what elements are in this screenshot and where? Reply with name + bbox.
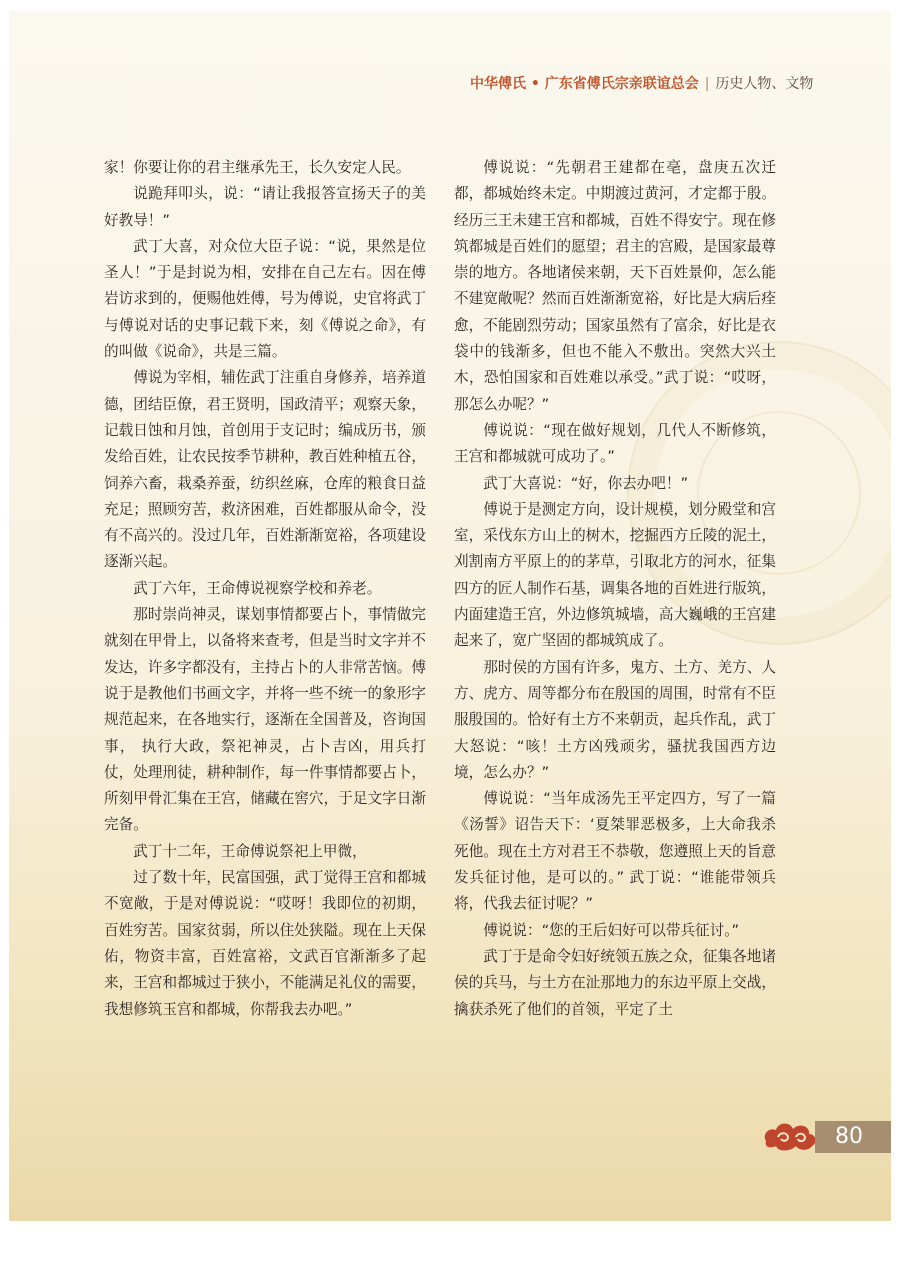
- paragraph: 傅说说：“先朝君王建都在亳，盘庚五次迁都，都城始终未定。中期渡过黄河，才定都于殷。经历三王未建王宫和都城，百姓不得安宁。现在修筑都城是百姓们的愿望；君主的宫殿，是国家最尊崇的地方。各地诸侯来朝，天下百姓景仰，怎么能不建宽敞呢？然而百姓渐渐宽裕，好比是大病后痊愈，不能剧烈劳动；国家虽然有了富余，好比是衣袋中的钱渐多，但也不能入不敷出。突然大兴土木，恐怕国家和百姓难以承受。”武丁说：“哎呀，那怎么办呢？”: [454, 159, 776, 413]
- header-organization: 中华傅氏 • 广东省傅氏宗亲联谊总会: [470, 76, 699, 92]
- paragraph: 武丁十二年，王命傅说祭祀上甲微，: [133, 842, 367, 860]
- paragraph: 傅说说：“现在做好规划，几代人不断修筑，王宫和都城就可成功了。”: [454, 421, 776, 466]
- paragraph: 那时崇尚神灵，谋划事情都要占卜，事情做完就刻在甲骨上，以备将来查考，但是当时文字并不发达，许多字都没有，主持占卜的人非常苦恼。傅说于是教他们书画文字，并将一些不统一的象形字规范起来，在各地实行，逐渐在全国普及，咨询国事， 执行大政，祭祀神灵，占卜吉凶，用兵打仗，处理刑徒，耕种制作，每一件事情都要占卜，所刻甲骨汇集在王宫，储藏在窖穴，于足文字日渐完备。: [104, 606, 426, 834]
- paragraph: 过了数十年，民富国强，武丁觉得王宫和都城不宽敞，于是对傅说说：“哎呀！我即位的初期，百姓穷苦。国家贫弱，所以住处狭隘。现在上天保佑，物资丰富，百姓富裕，文武百官渐渐多了起来，王宫和都城过于狭小，不能满足礼仪的需要，我想修筑玉宫和都城，你帮我去办吧。”: [104, 869, 426, 1018]
- paragraph: 武丁六年，王命傅说视察学校和养老。: [133, 579, 382, 597]
- paragraph: 那时侯的方国有许多，鬼方、土方、羌方、人方、虎方、周等都分布在殷国的周围，时常有不臣服殷国的。恰好有土方不来朝贡，起兵作乱，武丁大怒说：“咳！土方凶残顽劣，骚扰我国西方边境，怎么办？”: [454, 658, 776, 781]
- header-section: 历史人物、文物: [715, 76, 814, 92]
- paragraph: 傅说说：“当年成汤先王平定四方，写了一篇《汤誓》诏告天下：‘夏桀罪恶极多，上大命我杀死他。现在土方对君王不恭敬，您遵照上天的旨意发兵征讨他，是可以的。” 武丁说：“谁能带领兵将，代我去征讨呢？”: [454, 790, 776, 913]
- paragraph: 武丁大喜，对众位大臣子说：“说，果然是位圣人！”于是封说为相，安排在自己左右。因在傅岩访求到的，便赐他姓傅，号为傅说，史官将武丁与傅说对话的史事记载下来，刻《傅说之命》，有的叫做《说命》，共是三篇。: [104, 237, 426, 361]
- paragraph: 家！你要让你的君主继承先王，长久安定人民。: [104, 159, 411, 176]
- cloud-ornament-icon: [760, 1117, 820, 1155]
- paragraph: 傅说说：“您的王后妇好可以带兵征讨。”: [483, 921, 740, 939]
- running-header: [470, 72, 870, 96]
- page-number: 80: [835, 1124, 863, 1149]
- paragraph: 傅说为宰相，辅佐武丁注重自身修养，培养道德，团结臣僚，君王贤明，国政清平；观察天象，记载日蚀和月蚀，首创用于支记时；编成历书，颁发给百姓，让农民按季节耕种，教百姓种植五谷，饲养六畜，栽桑养蚕，纺织丝麻，仓库的粮食日益充足；照顾穷苦，救济困难，百姓都服从命令，没有不高兴的。没过几年，百姓渐渐宽裕，各项建设逐渐兴起。: [104, 369, 426, 571]
- left-column: [104, 155, 426, 1023]
- right-column: [454, 155, 776, 1023]
- paragraph: 说跪拜叩头，说：“请让我报答宣扬天子的美好教导！”: [104, 185, 426, 229]
- paragraph: 傅说于是测定方向，设计规模，划分殿堂和宫室，采伐东方山上的树木，挖掘西方丘陵的泥土，刈割南方平原上的的茅草，引取北方的河水，征集四方的匠人制作石基，调集各地的百姓进行版筑，内面建造王宫，外边修筑城墙，高大巍峨的王宫建起来了，宽广坚固的都城筑成了。: [454, 500, 776, 650]
- paragraph: 武丁于是命令妇好统领五族之众，征集各地诸侯的兵马，与土方在沚那地力的东边平原上交战，擒获杀死了他们的首领，平定了土: [454, 947, 776, 1018]
- header-separator: |: [704, 76, 710, 92]
- paragraph: 武丁大喜说：“好，你去办吧！”: [483, 474, 689, 492]
